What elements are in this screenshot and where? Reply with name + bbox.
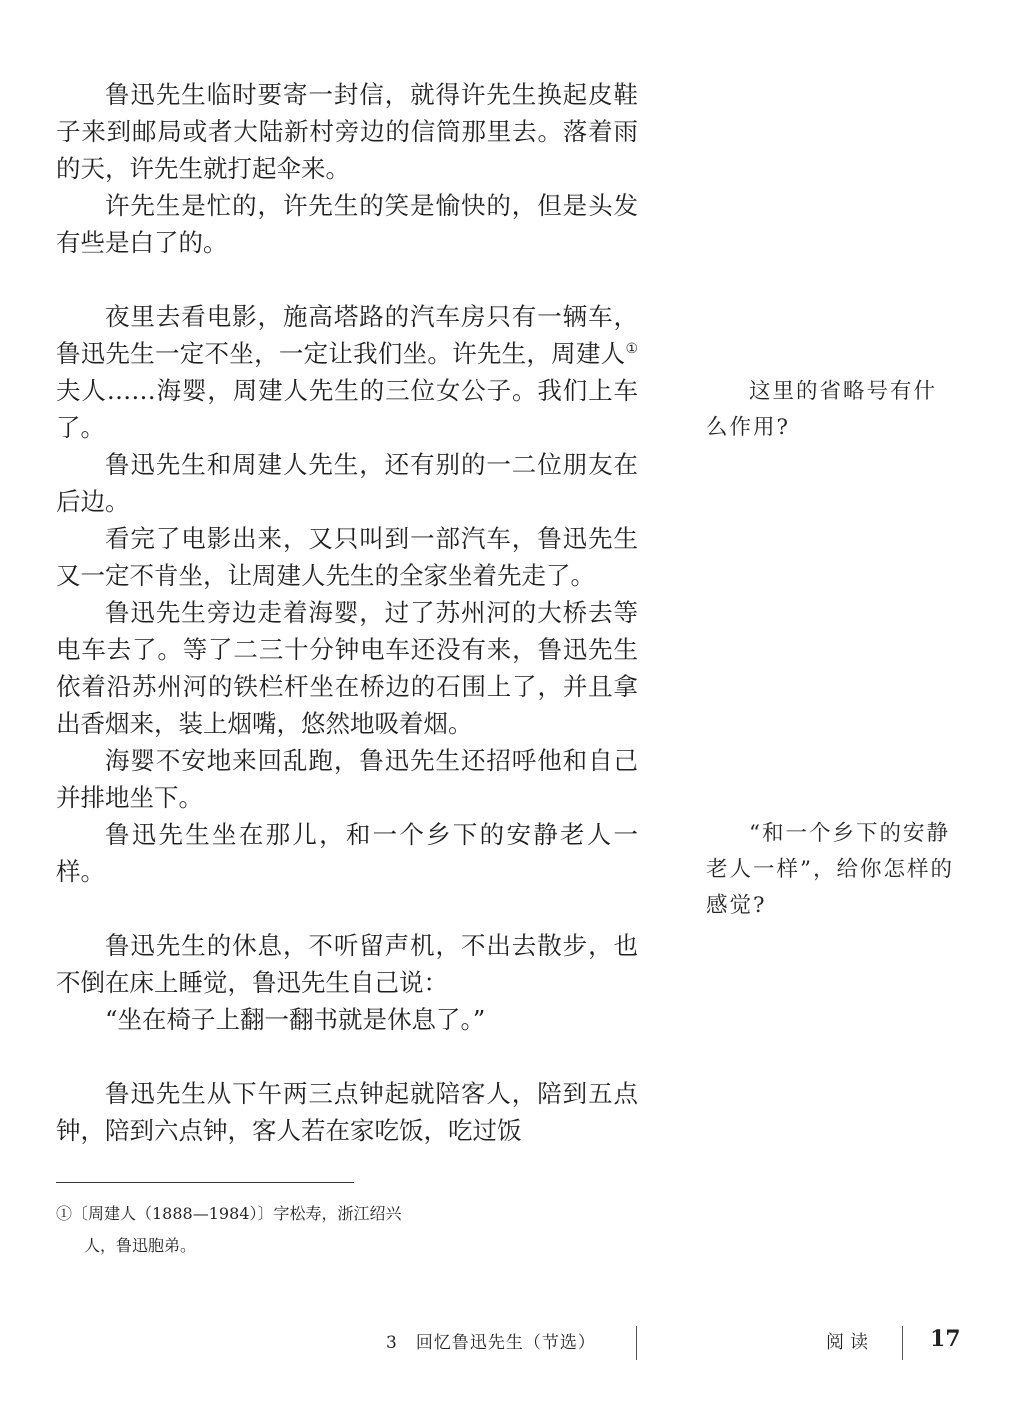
- main-text: [56, 76, 638, 1149]
- footnote-line: ①〔周建人（1888—1984）〕字松寿，浙江绍兴: [56, 1204, 402, 1223]
- paragraph: 鲁迅先生临时要寄一封信，就得许先生换起皮鞋子来到邮局或者大陆新村旁边的信筒那里去。落着雨的天，许先生就打起伞来。: [56, 80, 638, 183]
- paragraph: 鲁迅先生的休息，不听留声机，不出去散步，也不倒在床上睡觉，鲁迅先生自己说：: [56, 931, 638, 997]
- paragraph: 鲁迅先生从下午两三点钟起就陪客人，陪到五点钟，陪到六点钟，客人若在家吃饭，吃过饭: [56, 1079, 638, 1145]
- section-gap: [56, 261, 638, 298]
- margin-note-text: “和一个乡下的安静老人一样”，给你怎样的感觉?: [706, 821, 954, 918]
- footnote-marker[interactable]: ①: [625, 340, 638, 357]
- page-number: 17: [930, 1326, 961, 1352]
- page-footer: [0, 1326, 1024, 1362]
- margin-note-text: 这里的省略号有什么作用?: [706, 379, 938, 440]
- paragraph: “坐在椅子上翻一翻书就是休息了。”: [105, 1005, 486, 1034]
- footnote-line: 人，鲁迅胞弟。: [84, 1236, 197, 1255]
- footnote-divider: [56, 1182, 354, 1183]
- section-label: 阅读: [826, 1332, 874, 1353]
- footnote: [56, 1198, 496, 1262]
- paragraph: 鲁迅先生旁边走着海婴，过了苏州河的大桥去等电车去了。等了二三十分钟电车还没有来，鲁迅先生依着沿苏州河的铁栏杆坐在桥边的石围上了，并且拿出香烟来，装上烟嘴，悠然地吸着烟。: [56, 598, 638, 738]
- footer-divider: [636, 1326, 637, 1360]
- paragraph: [56, 298, 638, 446]
- paragraph: 许先生是忙的，许先生的笑是愉快的，但是头发有些是白了的。: [56, 191, 638, 257]
- section-gap: [56, 890, 638, 927]
- margin-note-ellipsis: [706, 374, 956, 446]
- paragraph: 看完了电影出来，又只叫到一部汽车，鲁迅先生又一定不肯坐，让周建人先生的全家坐着先走了。: [56, 524, 638, 590]
- chapter-title: 3 回忆鲁迅先生（节选）: [386, 1333, 596, 1353]
- paragraph: 鲁迅先生和周建人先生，还有别的一二位朋友在后边。: [56, 450, 638, 516]
- paragraph: 海婴不安地来回乱跑，鲁迅先生还招呼他和自己并排地坐下。: [56, 746, 638, 812]
- section-gap: [56, 1038, 638, 1075]
- paragraph-part: 夫人……海婴，周建人先生的三位女公子。我们上车了。: [56, 376, 638, 442]
- margin-note-old-man: [706, 816, 956, 924]
- footer-divider: [902, 1326, 903, 1360]
- paragraph-part: 夜里去看电影，施高塔路的汽车房只有一辆车，鲁迅先生一定不坐，一定让我们坐。许先生，周建人: [56, 302, 638, 368]
- paragraph: 鲁迅先生坐在那儿，和一个乡下的安静老人一样。: [56, 820, 638, 886]
